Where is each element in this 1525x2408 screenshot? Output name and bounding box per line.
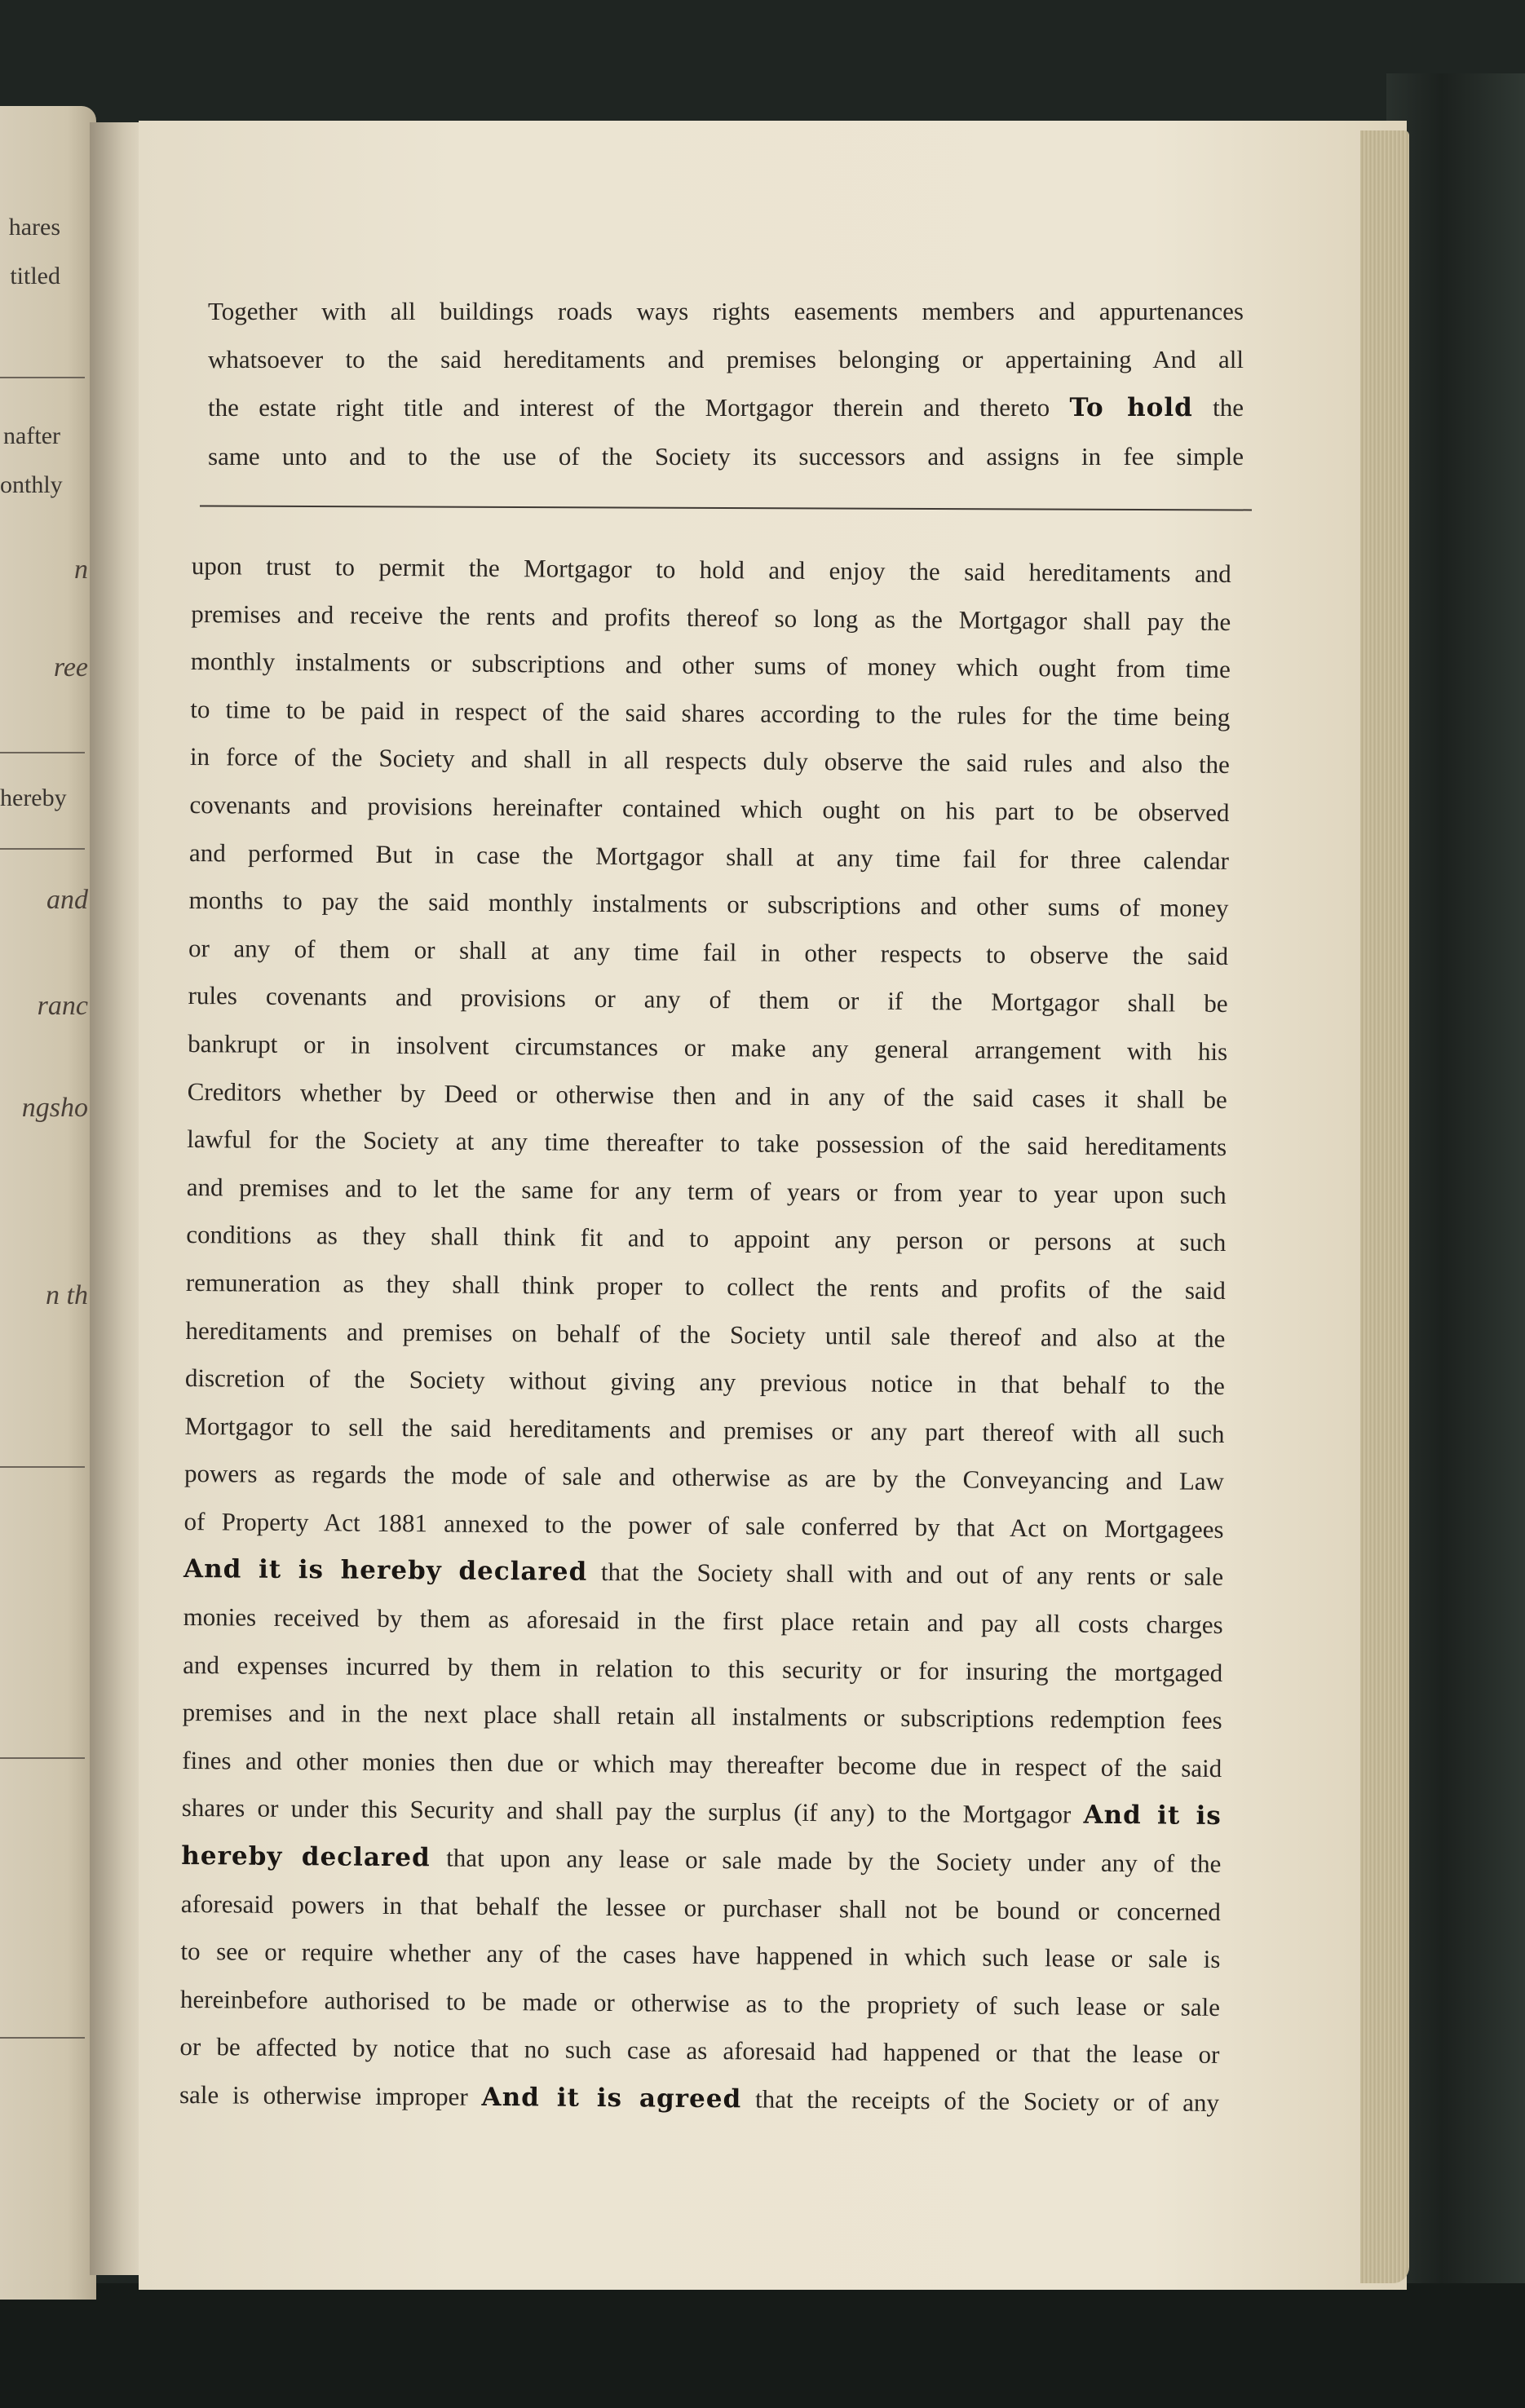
deed-line: or any of them or shall at any time fail in other respects to observe the said: [188, 933, 1229, 970]
deed-line: Creditors whether by Deed or otherwise then and in any of the said cases it shall be: [187, 1076, 1227, 1114]
margin-rule: [0, 848, 85, 850]
declared-heading: hereby declared: [181, 1840, 431, 1873]
deed-line: or be affected by notice that no such case as aforesaid had happened or that the lease or: [179, 2032, 1220, 2070]
deed-line: [182, 1784, 1222, 1840]
deed-line: bankrupt or in insolvent circumstances or make any general arrangement with his: [188, 1028, 1228, 1066]
deed-line: [179, 2071, 1219, 2127]
margin-rule: [0, 1466, 85, 1468]
margin-fragment: onthly: [0, 471, 63, 498]
deed-line: [208, 383, 1244, 432]
margin-rule: [0, 752, 85, 753]
deed-line: to see or require whether any of the cases have happened in which such lease or sale is: [180, 1937, 1221, 1974]
margin-rule: [0, 2037, 85, 2039]
margin-fragment: nafter: [3, 422, 60, 449]
deed-line-text: that upon any lease or sale made by the Society under any of the: [446, 1843, 1222, 1878]
deed-line: monies received by them as aforesaid in the first place retain and pay all costs charges: [183, 1602, 1223, 1640]
margin-rule: [0, 377, 85, 378]
deed-line: and performed But in case the Mortgagor shall at any time fail for three calendar: [188, 837, 1230, 875]
deed-line: lawful for the Society at any time thereafter to take possession of the said hereditaments: [187, 1124, 1227, 1162]
deed-line: fines and other monies then due or which may thereafter become due in respect of the said: [182, 1745, 1222, 1783]
deed-line: hereinbefore authorised to be made or otherwise as to the propriety of such lease or sale: [179, 1984, 1221, 2021]
deed-line: rules covenants and provisions or any of them or if the Mortgagor shall be: [188, 981, 1228, 1018]
deed-line-text: that the receipts of the Society or of any: [754, 2084, 1220, 2117]
margin-handwriting: ngsho: [21, 1093, 88, 1123]
declared-heading: And it is hereby declared: [183, 1554, 588, 1588]
deed-line: monthly instalments or subscriptions and other sums of money which ought from time: [190, 647, 1231, 684]
margin-handwriting: ranc: [37, 991, 88, 1021]
deed-line: discretion of the Society without giving any previous notice in that behalf to the: [184, 1363, 1226, 1401]
deed-line: of Property Act 1881 annexed to the power of sale conferred by that Act on Mortgagees: [183, 1506, 1224, 1544]
margin-fragment: titled: [10, 263, 60, 289]
deed-line: hereditaments and premises on behalf of the Society until sale thereof and also at the: [185, 1315, 1226, 1353]
deed-line: [183, 1545, 1223, 1602]
page-edges: [1360, 130, 1409, 2283]
margin-handwriting: ree: [53, 652, 88, 683]
margin-fragment: hereby: [0, 784, 67, 811]
deed-line: premises and in the next place shall retain all instalments or subscriptions redemption fees: [182, 1698, 1222, 1735]
deed-line: powers as regards the mode of sale and otherwise as are by the Conveyancing and Law: [183, 1459, 1225, 1496]
deed-line: upon trust to permit the Mortgagor to hold and enjoy the said hereditaments and: [191, 550, 1231, 589]
to-hold-heading: To hold: [1069, 393, 1193, 422]
deed-line-text: the estate right title and interest of the Mortgagor therein and thereto: [208, 393, 1050, 422]
deed-line: remuneration as they shall think proper to collect the rents and profits of the said: [185, 1267, 1226, 1305]
agreed-heading: And it is agreed: [481, 2082, 742, 2114]
deed-line: and expenses incurred by them in relation to this security or for insuring the mortgaged: [183, 1650, 1223, 1687]
declared-heading: And it is: [1083, 1800, 1222, 1831]
deed-line: [181, 1832, 1221, 1889]
deed-line: whatsoever to the said hereditaments and premises belonging or appertaining And all: [208, 345, 1244, 373]
deed-line-text: shares or under this Security and shall pay the surplus (if any) to the Mortgagor: [181, 1793, 1072, 1829]
deed-line: premises and receive the rents and profits thereof so long as the Mortgagor shall pay the: [191, 599, 1231, 636]
margin-handwriting: and: [46, 885, 88, 915]
book-binding-bottom: [0, 2283, 1525, 2408]
margin-handwriting: n: [74, 555, 88, 585]
deed-line-text: sale is otherwise improper: [179, 2079, 468, 2111]
deed-line: Mortgagor to sell the said hereditaments and premises or any part thereof with all such: [184, 1411, 1225, 1448]
deed-line: covenants and provisions hereinafter contained which ought on his part to be observed: [189, 789, 1230, 827]
deed-line: months to pay the said monthly instalments or subscriptions and other sums of money: [188, 886, 1229, 923]
deed-line-text: that the Society shall with and out of any rents or sale: [600, 1557, 1224, 1592]
left-page-edge: [0, 106, 96, 2300]
deed-main-paragraph: [179, 542, 1231, 2127]
deed-line: to time to be paid in respect of the said shares according to the rules for the time being: [190, 694, 1231, 731]
deed-top-paragraph: [208, 287, 1244, 480]
margin-handwriting: n th: [46, 1280, 88, 1310]
deed-line: in force of the Society and shall in all respects duly observe the said rules and also the: [189, 742, 1231, 780]
deed-line: aforesaid powers in that behalf the lessee or purchaser shall not be bound or concerned: [180, 1889, 1221, 1926]
deed-line: conditions as they shall think fit and to appoint any person or persons at such: [186, 1220, 1227, 1257]
deed-line-text: the: [1213, 393, 1244, 422]
margin-fragment: hares: [8, 214, 60, 241]
deed-line: and premises and to let the same for any term of years or from year to year upon such: [186, 1172, 1227, 1209]
margin-rule: [0, 1757, 85, 1759]
deed-line: same unto and to the use of the Society its successors and assigns in fee simple: [208, 442, 1244, 471]
deed-line: Together with all buildings roads ways rights easements members and appurtenances: [208, 297, 1244, 325]
